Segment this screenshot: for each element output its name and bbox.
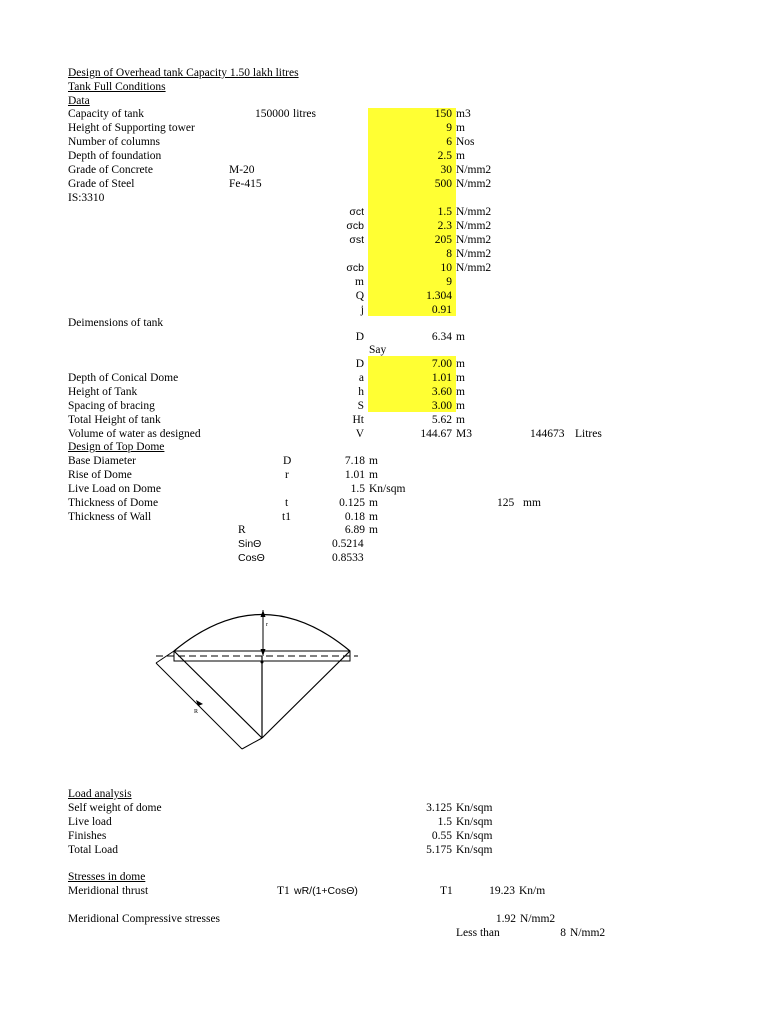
dome-unit: m <box>369 497 378 509</box>
stress-value: 0.91 <box>431 304 452 316</box>
load-analysis-heading: Load analysis <box>68 788 132 800</box>
stress-value: 9 <box>446 276 452 288</box>
volume-litres-unit: Litres <box>575 428 602 440</box>
dome-unit: Kn/sqm <box>369 483 406 495</box>
radius-value: 6.89 <box>344 524 365 536</box>
dimension-unit: m <box>456 400 465 412</box>
stress-symbol: σcb <box>346 262 364 274</box>
data-mid: 150000 <box>255 108 290 120</box>
dimension-unit: M3 <box>456 428 472 440</box>
thickness-mm: 125 <box>497 497 515 509</box>
data-mid: M-20 <box>229 164 255 176</box>
cone-right-edge <box>262 651 350 738</box>
data-value: 500 <box>434 178 452 190</box>
dimension-unit: m <box>456 372 465 384</box>
data-value: 150 <box>434 108 452 120</box>
less-than-label: Less than <box>456 927 500 939</box>
dome-value: 7.18 <box>344 455 365 467</box>
dome-arc <box>174 615 350 652</box>
stress-unit: N/mm2 <box>456 234 492 246</box>
stress-value: 1.304 <box>426 290 452 302</box>
stress-symbol: σcb <box>346 220 364 232</box>
load-value: 3.125 <box>426 802 452 814</box>
compressive-unit: N/mm2 <box>520 913 556 925</box>
thrust-formula: wR/(1+CosΘ) <box>294 885 358 897</box>
dimension-symbol: h <box>358 386 364 398</box>
thickness-mm-unit: mm <box>523 497 541 509</box>
dome-symbol: t <box>285 497 289 509</box>
stress-value: 1.5 <box>437 206 452 218</box>
radius-arrow-icon <box>196 700 203 706</box>
load-value: 1.5 <box>437 816 452 828</box>
page-title: Design of Overhead tank Capacity 1.50 lakh litres <box>68 67 299 79</box>
load-label: Self weight of dome <box>68 802 162 814</box>
load-unit: Kn/sqm <box>456 844 493 856</box>
cos-symbol: CosΘ <box>238 552 265 564</box>
data-label: Height of Supporting tower <box>68 122 195 134</box>
stress-symbol: σst <box>349 234 364 246</box>
dimension-value: 5.62 <box>431 414 452 426</box>
data-value: 30 <box>440 164 452 176</box>
dimension-label: Total Height of tank <box>68 414 161 426</box>
data-unit: Nos <box>456 136 475 148</box>
compressive-value: 1.92 <box>495 913 516 925</box>
dimension-label: Depth of Conical Dome <box>68 372 179 384</box>
dimensions-heading: Deimensions of tank <box>68 317 164 329</box>
dimension-d-unit: m <box>456 331 465 343</box>
dimension-value: 144.67 <box>420 428 452 440</box>
data-label: Depth of foundation <box>68 150 162 162</box>
dimension-label: Volume of water as designed <box>68 428 201 440</box>
dimension-symbol: Ht <box>352 414 364 426</box>
load-label: Live load <box>68 816 112 828</box>
dimension-symbol: S <box>357 400 364 412</box>
dimension-d-value: 6.34 <box>431 331 452 343</box>
dome-center-point <box>261 661 264 664</box>
say-label: Say <box>369 344 387 356</box>
data-unit: N/mm2 <box>456 178 492 190</box>
dome-value: 0.18 <box>344 511 365 523</box>
data-label: Grade of Steel <box>68 178 135 190</box>
data-unit: m <box>456 122 465 134</box>
top-dome-heading: Design of Top Dome <box>68 441 165 453</box>
dome-label: Thickness of Wall <box>68 511 152 523</box>
data-value: 2.5 <box>437 150 452 162</box>
data-label: Capacity of tank <box>68 108 145 120</box>
stress-symbol: σct <box>349 206 364 218</box>
load-label: Finishes <box>68 830 107 842</box>
thrust-value: 19.23 <box>489 885 515 897</box>
data-value: 9 <box>446 122 452 134</box>
stress-value: 205 <box>434 234 452 246</box>
data-unit: m3 <box>456 108 471 120</box>
volume-litres: 144673 <box>530 428 565 440</box>
dimension-unit: m <box>456 386 465 398</box>
stress-value: 8 <box>446 248 452 260</box>
dome-unit: m <box>369 455 378 467</box>
rise-arrow-down-icon <box>261 649 266 656</box>
dome-unit: m <box>369 469 378 481</box>
dome-label: Live Load on Dome <box>68 483 161 495</box>
dome-label: Thickness of Dome <box>68 497 159 509</box>
radius-unit: m <box>369 524 378 536</box>
dimension-label: Spacing of bracing <box>68 400 155 412</box>
dome-symbol: D <box>283 455 292 467</box>
radius-extension-line-2 <box>242 738 262 749</box>
load-value: 5.175 <box>426 844 452 856</box>
dimension-value: 1.01 <box>431 372 452 384</box>
cos-value: 0.8533 <box>332 552 364 564</box>
data-unit: N/mm2 <box>456 164 492 176</box>
dimension-symbol: a <box>358 372 364 384</box>
dimension-symbol: V <box>355 428 364 440</box>
stress-unit: N/mm2 <box>456 220 492 232</box>
dimension-value: 3.60 <box>431 386 452 398</box>
dimension-symbol: D <box>355 358 364 370</box>
dome-unit: m <box>369 511 378 523</box>
load-unit: Kn/sqm <box>456 816 493 828</box>
radius-extension-line <box>156 651 174 663</box>
data-heading: Data <box>68 95 90 107</box>
stress-value: 2.3 <box>437 220 452 232</box>
limit-value: 8 <box>560 927 566 939</box>
dimension-unit: m <box>456 414 465 426</box>
stress-unit: N/mm2 <box>456 248 492 260</box>
load-unit: Kn/sqm <box>456 802 493 814</box>
dome-value: 1.5 <box>350 483 365 495</box>
rise-arrow-up-icon <box>261 610 266 617</box>
thrust-label: Meridional thrust <box>68 885 149 897</box>
stress-symbol: m <box>355 276 364 288</box>
radius-symbol: R <box>238 524 246 536</box>
limit-unit: N/mm2 <box>570 927 606 939</box>
data-label: IS:3310 <box>68 192 105 204</box>
load-unit: Kn/sqm <box>456 830 493 842</box>
data-mid: Fe-415 <box>229 178 262 190</box>
thrust-symbol: T1 <box>277 885 290 897</box>
dimension-value: 7.00 <box>431 358 452 370</box>
stress-symbol: j <box>360 304 364 316</box>
radius-label: R <box>194 709 199 715</box>
sin-symbol: SinΘ <box>238 538 262 550</box>
data-value: 6 <box>446 136 452 148</box>
sin-value: 0.5214 <box>332 538 364 550</box>
thrust-symbol-2: T1 <box>440 885 453 897</box>
compressive-label: Meridional Compressive stresses <box>68 913 221 925</box>
dimension-d-symbol: D <box>355 331 364 343</box>
stress-symbol: Q <box>355 290 364 302</box>
data-label: Grade of Concrete <box>68 164 153 176</box>
thrust-unit: Kn/m <box>519 885 546 897</box>
tank-full-conditions: Tank Full Conditions <box>68 81 166 93</box>
dome-symbol: r <box>285 469 289 481</box>
dome-value: 0.125 <box>339 497 365 509</box>
data-unit: m <box>456 150 465 162</box>
rise-label: r <box>266 622 268 628</box>
stresses-heading: Stresses in dome <box>68 871 146 883</box>
stress-unit: N/mm2 <box>456 206 492 218</box>
stress-unit: N/mm2 <box>456 262 492 274</box>
dome-symbol: t1 <box>282 511 291 523</box>
load-value: 0.55 <box>431 830 452 842</box>
data-label: Number of columns <box>68 136 160 148</box>
dome-label: Rise of Dome <box>68 469 132 481</box>
dimension-unit: m <box>456 358 465 370</box>
load-label: Total Load <box>68 844 118 856</box>
dimension-label: Height of Tank <box>68 386 138 398</box>
dimension-value: 3.00 <box>431 400 452 412</box>
dome-label: Base Diameter <box>68 455 137 467</box>
data-mid-unit: litres <box>293 108 316 120</box>
stress-value: 10 <box>440 262 452 274</box>
dome-value: 1.01 <box>344 469 365 481</box>
